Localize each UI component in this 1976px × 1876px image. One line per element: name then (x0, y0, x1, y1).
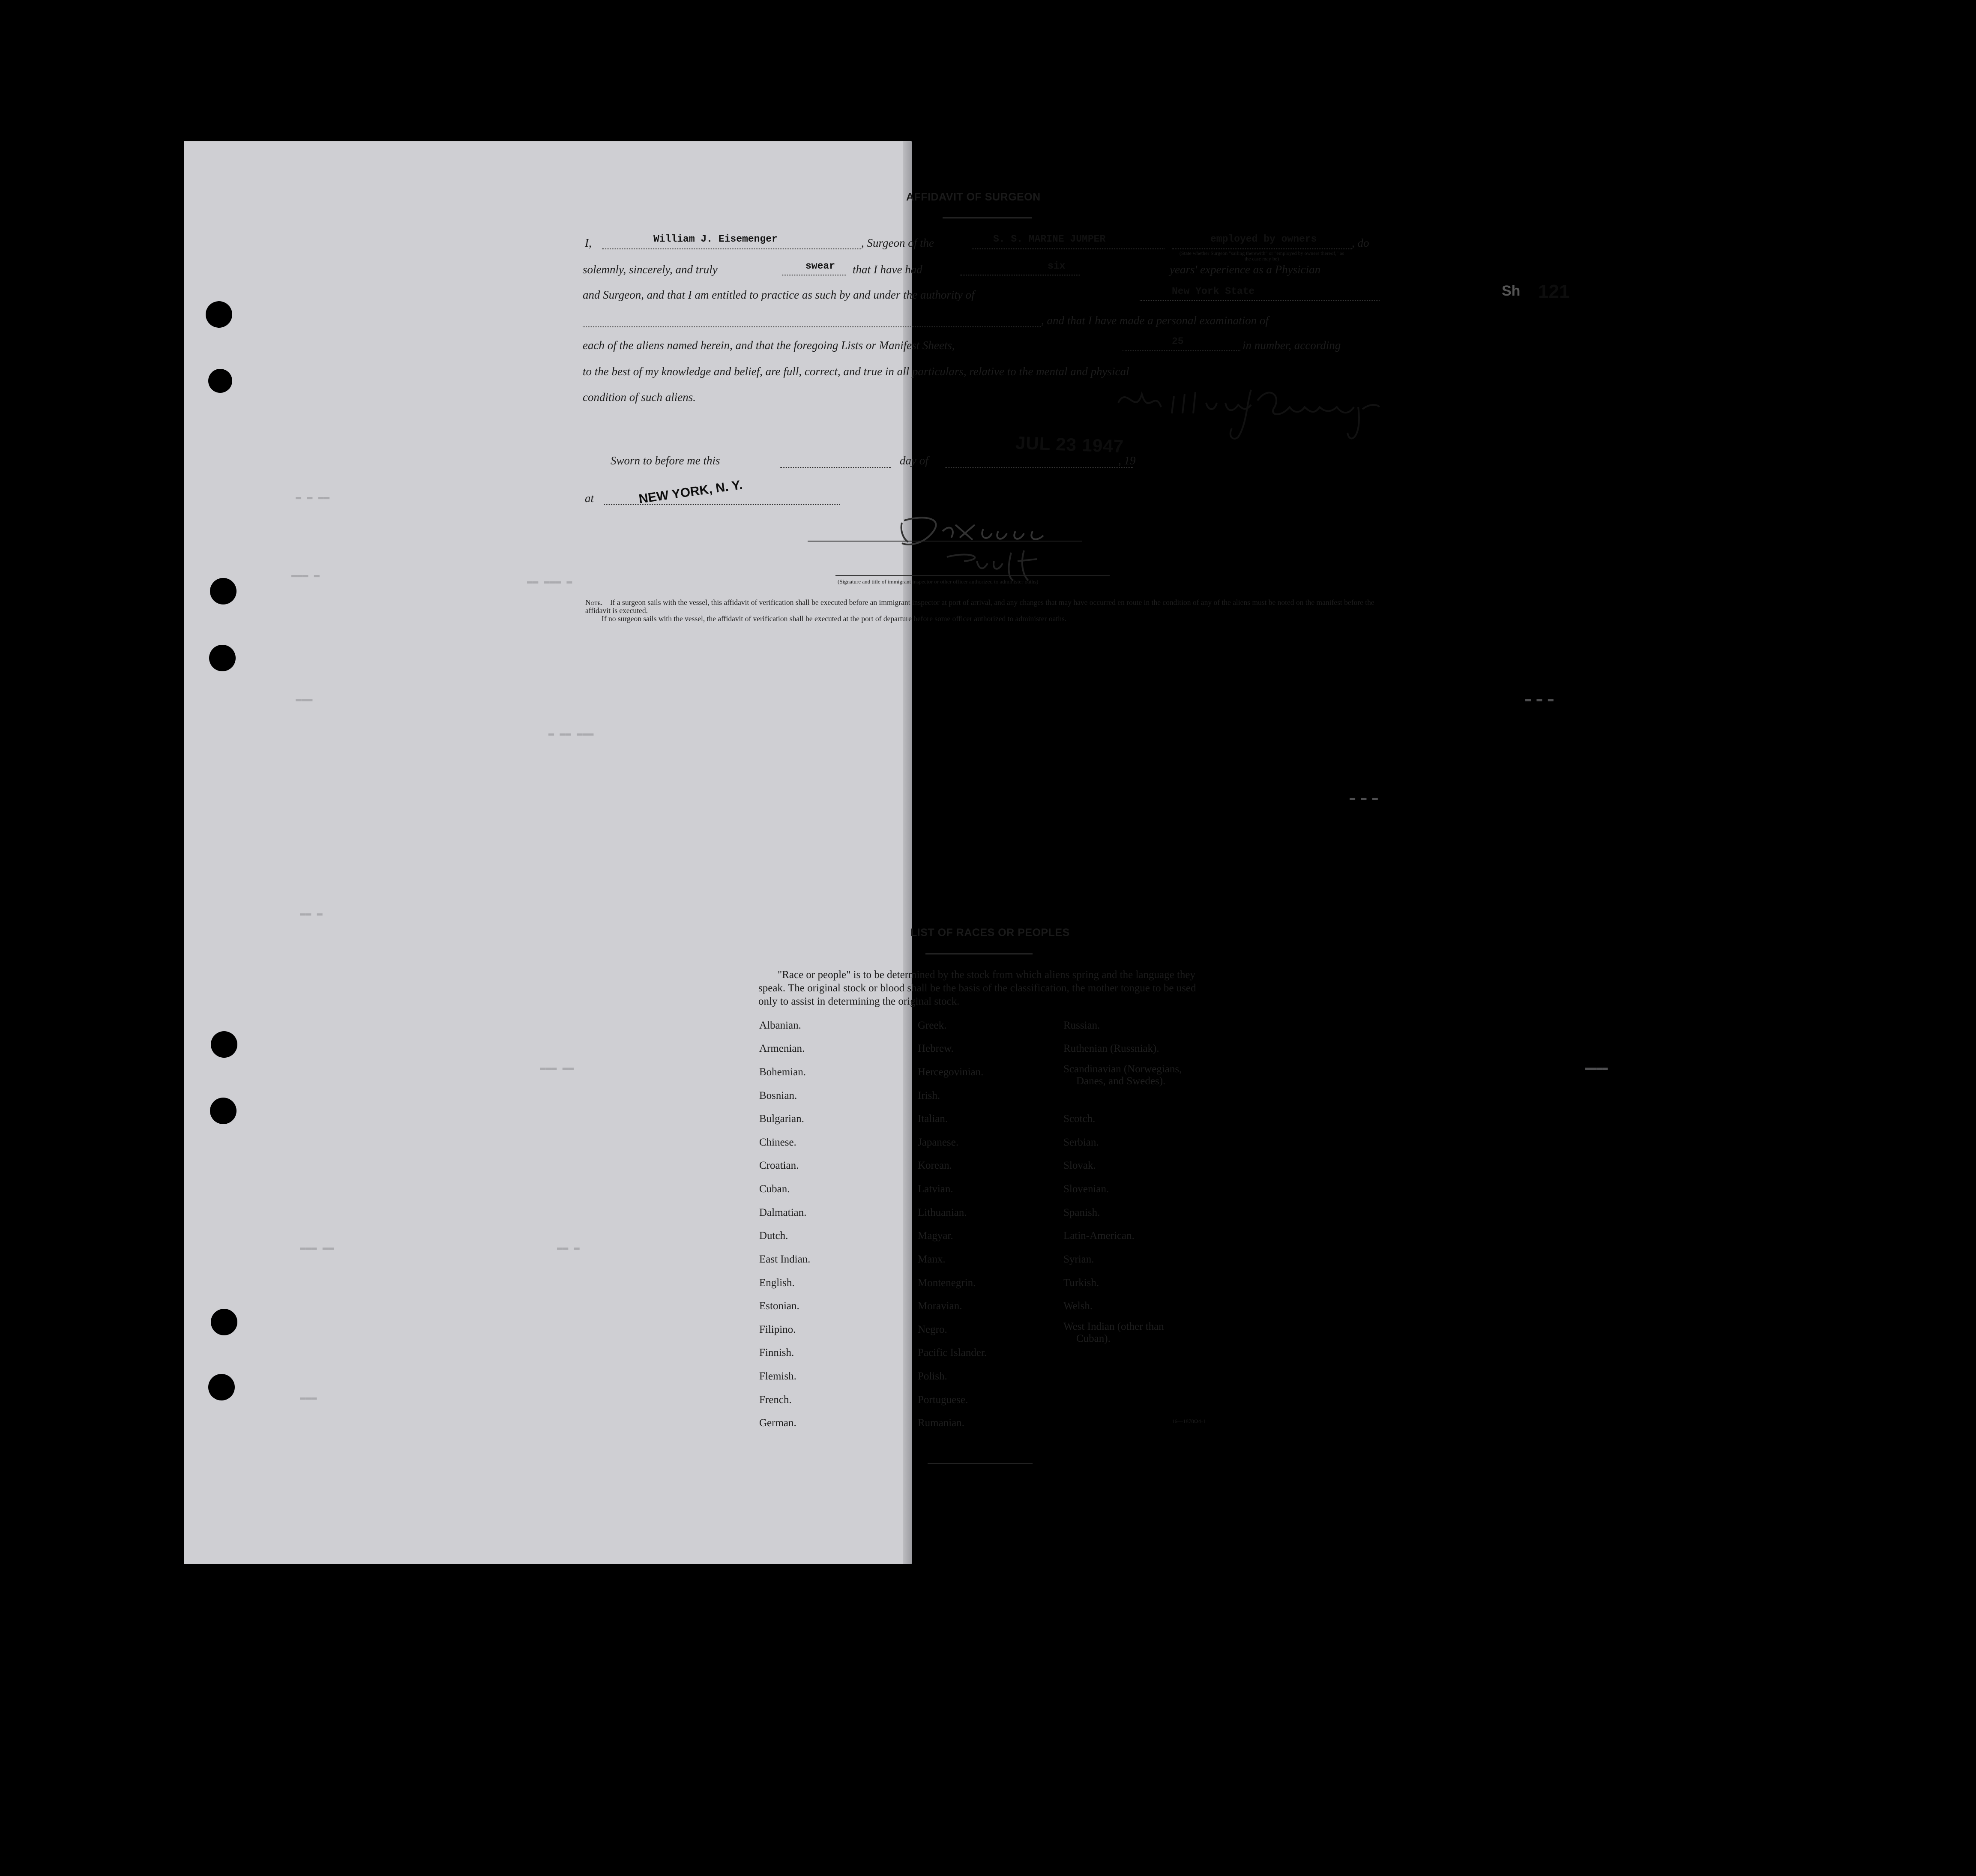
punch-hole (211, 1309, 237, 1335)
race-item: Moravian. (918, 1300, 962, 1312)
race-item: Dutch. (759, 1230, 788, 1242)
race-item: Albanian. (759, 1020, 801, 1031)
race-item: German. (759, 1417, 796, 1429)
authority: New York State (1172, 286, 1255, 297)
sheet-count: 25 (1172, 336, 1184, 347)
affidavit-text: that I have had (853, 263, 922, 276)
affidavit-title: AFFIDAVIT OF SURGEON (906, 191, 1041, 203)
officer-line-2 (835, 575, 1110, 576)
sworn-label: Sworn to before me this (611, 454, 720, 467)
race-item: Cuban. (759, 1183, 790, 1195)
race-item: Scandinavian (Norwegians, (1063, 1063, 1182, 1075)
race-item: Spanish. (1063, 1207, 1100, 1218)
race-item: Manx. (918, 1254, 946, 1265)
officer-initials (938, 544, 1067, 583)
note-text: —If a surgeon sails with the vessel, this affidavit of verification shall be executed before an immigrant inspector at port of arrival, and any changes that may have occurred en route in the condition of any of the aliens must be noted on the manifest before the affidavit is executed. (585, 598, 1374, 615)
vessel-name: S. S. MARINE JUMPER (993, 233, 1106, 245)
punch-hole (210, 578, 237, 604)
punch-hole (211, 1031, 237, 1058)
race-item: Dalmatian. (759, 1207, 807, 1218)
page-number: 121 (1538, 281, 1570, 302)
name-line (602, 248, 861, 249)
bleed-through: ▬▬▬ ▬▬ (300, 1242, 334, 1253)
bleed-through: ▬▬▬ (300, 1392, 317, 1403)
race-item: Polish. (918, 1370, 947, 1382)
years-experience: six (1048, 260, 1066, 272)
race-item: French. (759, 1394, 792, 1406)
punch-hole (209, 645, 236, 671)
bleed-through: ▬▬ ▬▬▬ ▬ (527, 576, 572, 587)
race-item: Estonian. (759, 1300, 799, 1312)
affidavit-text: in number, according (1242, 339, 1341, 352)
race-item: Turkish. (1063, 1277, 1099, 1289)
affidavit-text: condition of such aliens. (583, 391, 696, 404)
race-item: Serbian. (1063, 1137, 1099, 1148)
day-of-label: day of (900, 454, 928, 467)
affidavit-text: and Surgeon, and that I am entitled to practice as such by and under the authority of (583, 288, 975, 301)
race-item: Irish. (918, 1090, 940, 1101)
race-item: Bohemian. (759, 1066, 806, 1078)
race-item: Filipino. (759, 1324, 796, 1335)
oath-word: swear (805, 260, 835, 272)
race-item: Croatian. (759, 1160, 799, 1171)
race-item: Scotch. (1063, 1113, 1096, 1125)
race-item: Chinese. (759, 1137, 796, 1148)
race-item: Korean. (918, 1160, 952, 1171)
year-suffix: , 19 (1118, 454, 1136, 467)
race-item: Syrian. (1063, 1254, 1094, 1265)
race-item: Portuguese. (918, 1394, 968, 1406)
race-item: Slovak. (1063, 1160, 1096, 1171)
employed-line (1172, 248, 1352, 249)
page-edge (903, 141, 912, 1564)
affidavit-text: , Surgeon of the (861, 236, 934, 249)
officer-caption: (Signature and title of immigrant inspector or other officer authorized to administer oaths) (838, 578, 1039, 585)
bleed-through: ▬ ▬▬ ▬▬▬ (548, 728, 594, 739)
affidavit-text: , do (1352, 236, 1369, 249)
affidavit-text: years' experience as a Physician (1170, 263, 1321, 276)
bleed-through: ▬▬ ▬ (300, 908, 323, 919)
date-stamp: JUL 23 1947 (1015, 432, 1124, 457)
surgeon-name: William J. Eisemenger (653, 233, 778, 245)
race-item: Lithuanian. (918, 1207, 967, 1218)
bleed-through: ▬▬▬ (296, 694, 313, 705)
bleed-through: ▬▬▬ ▬▬ (540, 1062, 574, 1073)
authority-line (1140, 300, 1380, 301)
bleed-through: ▬▬▬▬ (1585, 1062, 1608, 1073)
race-item: English. (759, 1277, 795, 1289)
race-item: Latvian. (918, 1183, 953, 1195)
sworn-day-line (780, 467, 891, 468)
bottom-rule (928, 1463, 1033, 1464)
race-item: Danes, and Swedes). (1076, 1075, 1166, 1087)
vessel-line (972, 248, 1165, 249)
race-item: Slovenian. (1063, 1183, 1109, 1195)
manifest-page (184, 141, 910, 1564)
race-item: Hebrew. (918, 1043, 954, 1054)
punch-hole (208, 1374, 235, 1400)
affidavit-text: solemnly, sincerely, and truly (583, 263, 718, 276)
race-item: Hercegovinian. (918, 1066, 984, 1078)
punch-hole (206, 301, 232, 328)
note-lead: Note. (585, 598, 603, 607)
race-item: Ruthenian (Russniak). (1063, 1043, 1159, 1054)
title-underline (943, 217, 1032, 218)
race-item: Latin-American. (1063, 1230, 1135, 1242)
races-title-underline (925, 953, 1033, 954)
punch-hole (208, 369, 232, 393)
bleed-through: ▬▬▬ ▬ (291, 570, 320, 580)
race-item: West Indian (other than (1063, 1321, 1164, 1332)
at-label: at (585, 492, 594, 505)
punch-hole (210, 1098, 237, 1124)
employed-by: employed by owners (1210, 233, 1317, 245)
place-stamp: NEW YORK, N. Y. (638, 478, 743, 506)
race-item: Pacific Islander. (918, 1347, 987, 1358)
race-item: Cuban). (1076, 1333, 1111, 1344)
race-item: Welsh. (1063, 1300, 1093, 1312)
affidavit-text: each of the aliens named herein, and that the foregoing Lists or Manifest Sheets, (583, 339, 955, 352)
race-item: Armenian. (759, 1043, 805, 1054)
page-number-prefix: Sh (1502, 283, 1521, 299)
note-text-2: If no surgeon sails with the vessel, the affidavit of verification shall be executed at the port of departure before some officer authorized to administer oaths. (602, 614, 1067, 623)
form-code: 16—1870Ω4-1 (1172, 1418, 1206, 1424)
races-title: LIST OF RACES OR PEOPLES (910, 927, 1070, 939)
authority-line-2 (583, 326, 1041, 327)
affidavit-text: , and that I have made a personal examination of (1041, 314, 1269, 327)
race-item: Greek. (918, 1020, 947, 1031)
race-item: Italian. (918, 1113, 948, 1125)
employed-hint: (State whether Surgeon "sailing therewith" or "employed by owners thereof," as the case may be) (1179, 250, 1344, 262)
officer-line-1 (808, 541, 1082, 542)
race-item: Finnish. (759, 1347, 794, 1358)
race-item: Negro. (918, 1324, 947, 1335)
bleed-through: ▬ ▬ ▬ (1525, 694, 1554, 705)
race-item: Rumanian. (918, 1417, 965, 1429)
affidavit-text: to the best of my knowledge and belief, are full, correct, and true in all particulars, relative to the mental and physical (583, 365, 1129, 378)
note-paragraph (585, 598, 1382, 623)
race-item: Bulgarian. (759, 1113, 804, 1125)
race-item: Bosnian. (759, 1090, 797, 1101)
race-item: Russian. (1063, 1020, 1100, 1031)
races-intro: "Race or people" is to be determined by the stock from which aliens spring and the language they speak. The original stock or blood shall be the basis of the classification, the mother tongue to be used only to assist in determining the original stock. (758, 969, 1196, 1007)
race-item: Japanese. (918, 1137, 959, 1148)
race-item: Montenegrin. (918, 1277, 976, 1289)
bleed-through: ▬▬ ▬ (557, 1242, 580, 1253)
sheets-line (1123, 350, 1240, 351)
affidavit-text: I, (585, 236, 592, 249)
sworn-date-line (945, 467, 1133, 468)
bleed-through: ▬ ▬ ▬▬ (296, 492, 330, 503)
surgeon-signature (1110, 377, 1384, 450)
bleed-through: ▬ ▬ ▬ (1350, 793, 1378, 803)
race-item: East Indian. (759, 1254, 811, 1265)
race-item: Magyar. (918, 1230, 953, 1242)
race-item: Flemish. (759, 1370, 796, 1382)
